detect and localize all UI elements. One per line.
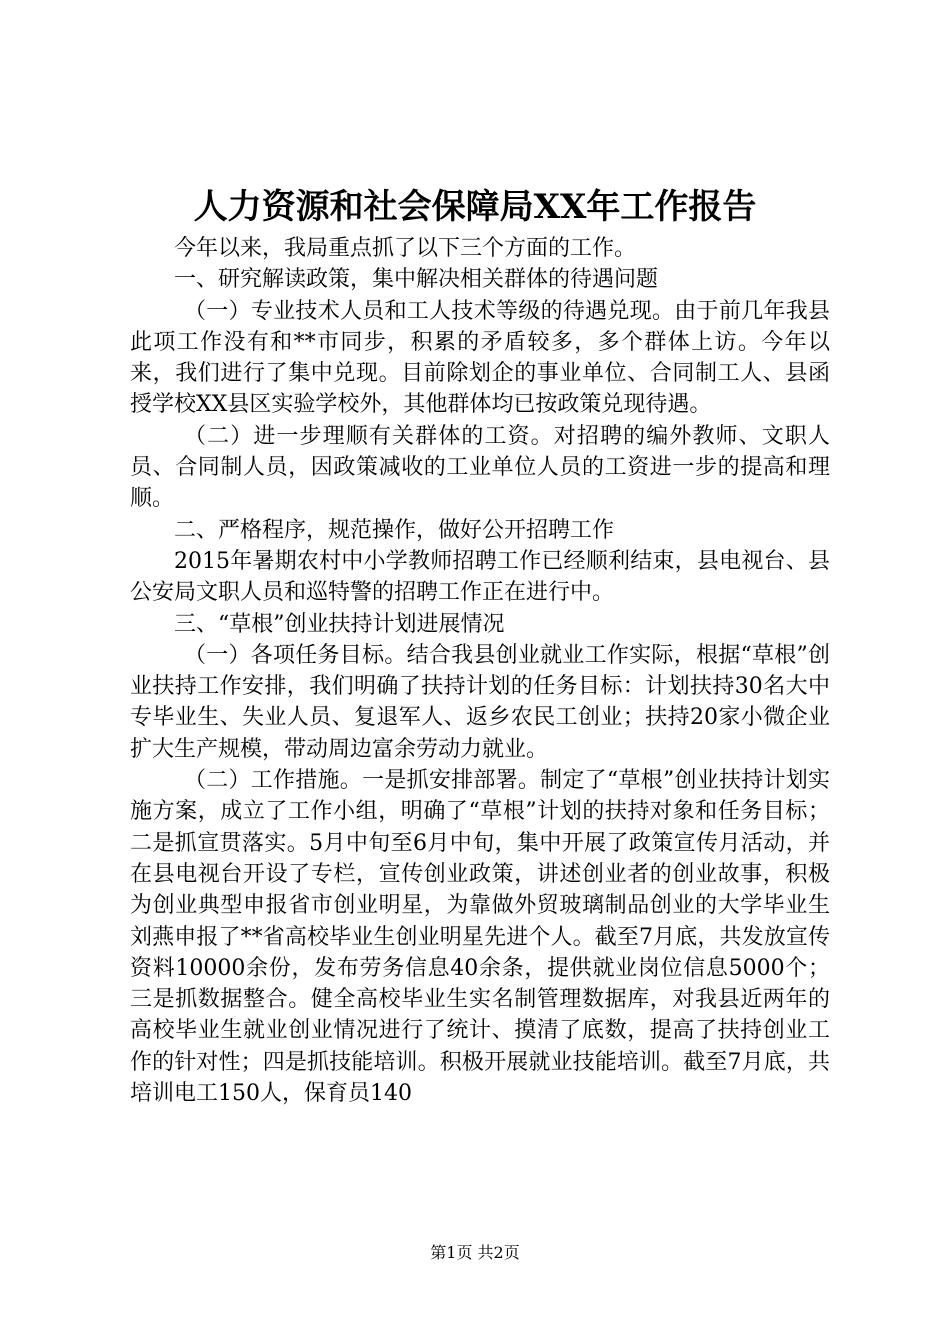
- paragraph-3-2: （二）工作措施。一是抓安排部署。制定了“草根”创业扶持计划实施方案，成立了工作小组，明确了“草根”计划的扶持对象和任务目标；二是抓宣贯落实。5月中旬至6月中旬，集中开展了政策宣传月活动，并在县电视台开设了专栏，宣传创业政策，讲述创业者的创业故事，积极为创业典型申报省市创业明星，为靠做外贸玻璃制品创业的大学毕业生刘燕申报了**省高校毕业生创业明星先进个人。截至7月底，共发放宣传资料10000余份，发布劳务信息40余条，提供就业岗位信息5000个；三是抓数据整合。健全高校毕业生实名制管理数据库，对我县近两年的高校毕业生就业创业情况进行了统计、摸清了底数，提高了扶持创业工作的针对性；四是抓技能培训。积极开展就业技能培训。截至7月底，共培训电工150人，保育员140: [130, 768, 830, 1107]
- paragraph-3-1: （一）各项任务目标。结合我县创业就业工作实际，根据“草根”创业扶持工作安排，我们明确了扶持计划的任务目标：计划扶持30名大中专毕业生、失业人员、复退军人、返乡农民工创业；扶持20家小微企业扩大生产规模，带动周边富余劳动力就业。: [130, 642, 830, 762]
- paragraph-1-2: （二）进一步理顺有关群体的工资。对招聘的编外教师、文职人员、合同制人员，因政策减收的工业单位人员的工资进一步的提高和理顺。: [130, 423, 830, 512]
- paragraph-1-1: （一）专业技术人员和工人技术等级的待遇兑现。由于前几年我县此项工作没有和**市同步，积累的矛盾较多，多个群体上访。今年以来，我们进行了集中兑现。目前除划企的事业单位、合同制工人、县函授学校XX县区实验学校外，其他群体均已按政策兑现待遇。: [130, 298, 830, 418]
- heading-section-2: 二、严格程序，规范操作，做好公开招聘工作: [174, 517, 615, 543]
- heading-section-1: 一、研究解读政策，集中解决相关群体的待遇问题: [174, 267, 659, 293]
- heading-section-3: 三、“草根”创业扶持计划进展情况: [174, 611, 505, 637]
- paragraph-2: 2015年暑期农村中小学教师招聘工作已经顺利结束，县电视台、县公安局文职人员和巡特警的招聘工作正在进行中。: [130, 548, 830, 606]
- page-footer: 第1页 共2页: [430, 1243, 520, 1262]
- document-title: 人力资源和社会保障局XX年工作报告: [193, 187, 757, 227]
- document-body: [130, 233, 830, 1109]
- paragraph-intro: 今年以来，我局重点抓了以下三个方面的工作。: [174, 236, 637, 261]
